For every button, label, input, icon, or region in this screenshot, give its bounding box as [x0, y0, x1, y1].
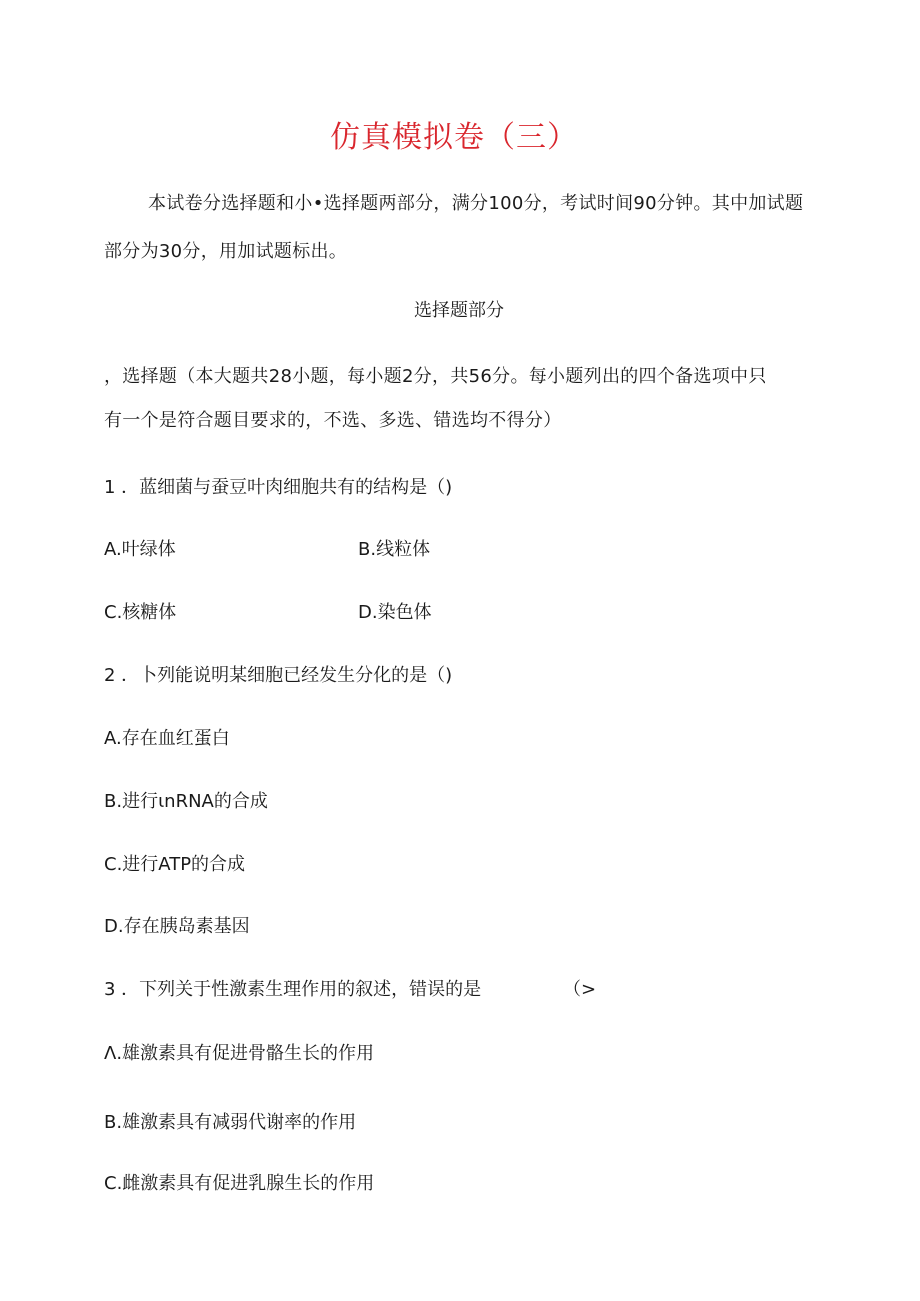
question-1-stem: 1 ．蓝细菌与蚕豆叶肉细胞共有的结构是（)	[104, 477, 453, 498]
instructions-paragraph	[104, 355, 767, 443]
intro-line-2: 部分为30分，用加试题标出。	[104, 241, 348, 262]
document-title: 仿真模拟卷（三）	[330, 120, 578, 155]
question-1-option-c: C.核糖体	[104, 602, 177, 623]
question-1-option-b: B.线粒体	[358, 539, 431, 560]
question-2-stem: 2 ．卜列能说明某细胞已经发生分化的是（)	[104, 665, 453, 686]
question-2-option-a: A.存在血红蛋白	[104, 728, 230, 749]
question-3-stem-bracket: （>	[563, 979, 597, 1000]
question-3-option-a: Λ.雄激素具有促进骨骼生长的作用	[104, 1043, 375, 1064]
question-3-option-b: B.雄激素具有减弱代谢率的作用	[104, 1112, 357, 1133]
question-3-stem: 3 ．下列关于性激素生理作用的叙述，错误的是	[104, 979, 482, 1000]
question-2-option-d: D.存在胰岛素基因	[104, 916, 250, 937]
instructions-line-2: 有一个是符合题目要求的，不选、多选、错选均不得分）	[104, 410, 562, 431]
question-1-option-d: D.染色体	[358, 602, 432, 623]
section-title: 选择题部分	[414, 300, 504, 321]
question-2-option-c: C.进行ATP的合成	[104, 854, 246, 875]
instructions-line-1: ，选择题（本大题共28小题，每小题2分，共56分。每小题列出的四个备选项中只	[104, 366, 767, 387]
question-1-option-a: A.叶绿体	[104, 539, 176, 560]
question-3-option-c: C.雌激素具有促进乳腺生长的作用	[104, 1173, 375, 1194]
intro-line-1: 本试卷分选择题和小•选择题两部分，满分100分，考试时间90分钟。其中加试题	[148, 193, 804, 214]
intro-paragraph	[104, 180, 820, 276]
question-2-option-b: B.进行ιnRNA的合成	[104, 791, 268, 812]
